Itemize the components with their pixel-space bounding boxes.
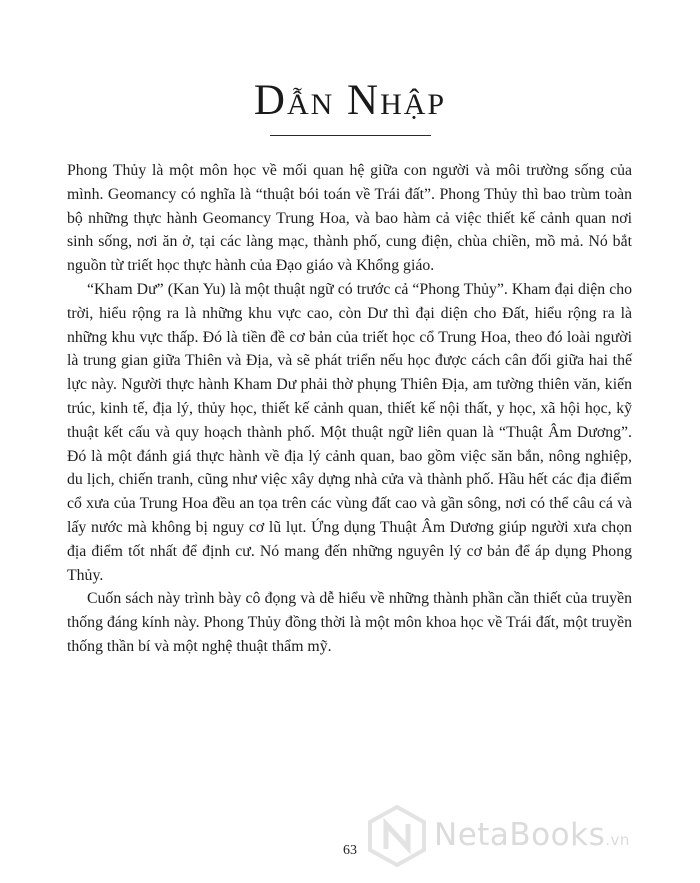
chapter-title: Dẫn Nhập bbox=[253, 77, 447, 124]
paragraph-3: Cuốn sách này trình bày cô đọng và dễ hiểu về những thành phần cần thiết của truyền thống đáng kính này. Phong Thủy đồng thời là một môn khoa học về Trái đất, một truyền thống thần bí và một nghệ thuật thẩm mỹ. bbox=[67, 590, 632, 655]
page-number: 63 bbox=[343, 843, 357, 858]
title-underline bbox=[270, 135, 431, 136]
body-text bbox=[67, 159, 632, 659]
watermark-suffix: .vn bbox=[605, 831, 630, 849]
paragraph-2: “Kham Dư” (Kan Yu) là một thuật ngữ có trước cả “Phong Thủy”. Kham đại diện cho trời, hiểu rộng ra là những khu vực cao, còn Dư thì đại diện cho Đất, hiểu rộng ra là những khu vực thấp. Đó là tiền đề cơ bản của triết học cổ Trung Hoa, theo đó loài người là trung gian giữa Thiên và Địa, và sẽ phát triển nếu học được cách cân đối giữa hai thế lực này. Người thực hành Kham Dư phải thờ phụng Thiên Địa, am tường thiên văn, kiến trúc, kinh tế, địa lý, thủy học, thiết kế cảnh quan, thiết kế nội thất, y học, xã hội học, kỹ thuật kết cấu và quy hoạch thành phố. Một thuật ngữ liên quan là “Thuật Âm Dương”. Đó là một đánh giá thực hành về địa lý cảnh quan, bao gồm việc săn bắn, nông nghiệp, du lịch, chiến tranh, cũng như việc xây dựng nhà cửa và thành phố. Hầu hết các địa điểm cổ xưa của Trung Hoa đều an tọa trên các vùng đất cao và gần sông, nơi có thể câu cá và lấy nước mà không bị nguy cơ lũ lụt. Ứng dụng Thuật Âm Dương giúp người xưa chọn địa điểm tốt nhất để định cư. Nó mang đến những nguyên lý cơ bản để áp dụng Phong Thủy. bbox=[67, 280, 632, 584]
watermark-brand: NetaBooks bbox=[434, 817, 606, 853]
netabooks-watermark bbox=[362, 805, 692, 875]
paragraph-1: Phong Thủy là một môn học về mối quan hệ giữa con người và môi trường sống của mình. Geomancy có nghĩa là “thuật bói toán về Trái đất”. Phong Thủy thì bao trùm toàn bộ những thực hành Geomancy Trung Hoa, và bao hàm cả việc thiết kế cảnh quan nơi sinh sống, nơi ăn ở, tại các làng mạc, thành phố, cung điện, chùa chiền, mồ mả. Nó bắt nguồn từ triết học thực hành của Đạo giáo và Khổng giáo. bbox=[67, 162, 632, 275]
